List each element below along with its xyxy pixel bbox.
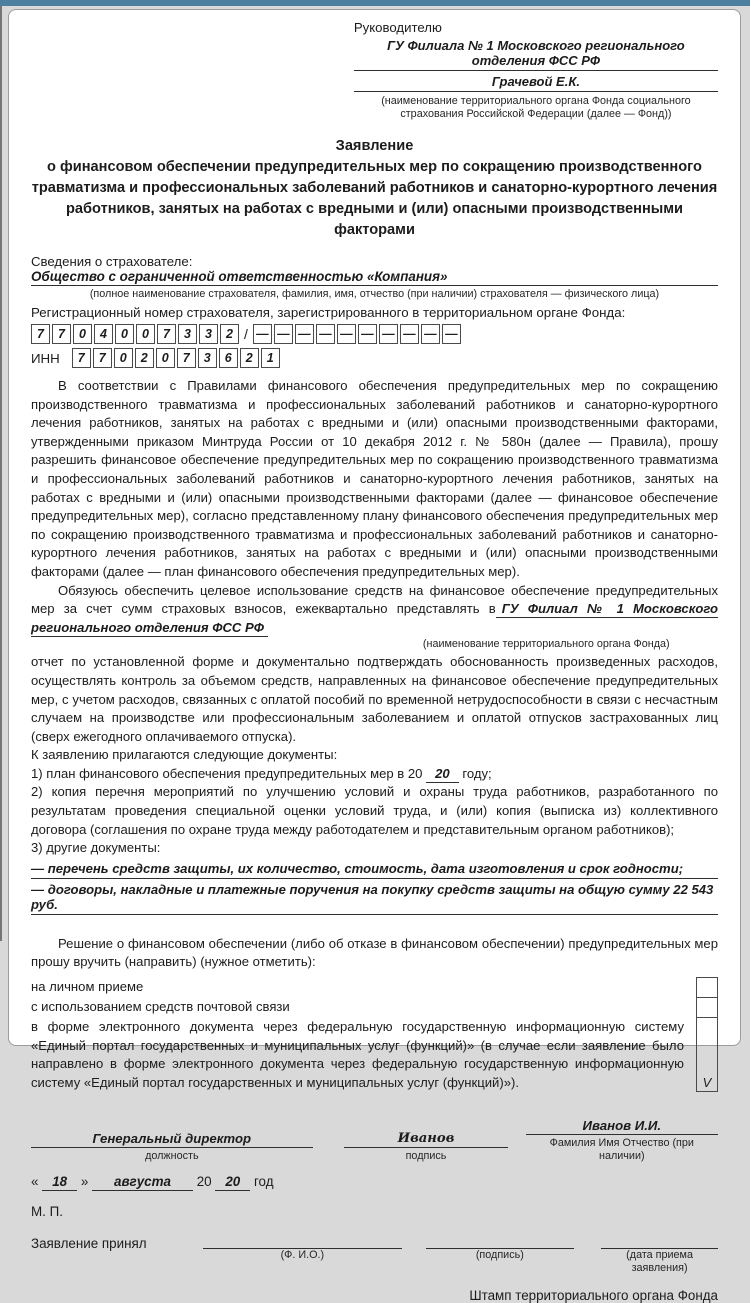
- fund-org-field[interactable]: ГУ Филиал № 1 Московского регионального отделения ФСС РФ: [31, 601, 718, 635]
- document-item-1-pre: 1) план финансового обеспечения предупредительных мер в 20: [31, 765, 423, 781]
- position-field[interactable]: Генеральный директор: [31, 1131, 313, 1148]
- digit-cell[interactable]: 7: [157, 324, 176, 344]
- signature-column: [344, 1131, 509, 1163]
- digit-cell[interactable]: 3: [198, 348, 217, 368]
- inn-label: ИНН: [31, 350, 60, 366]
- insured-section-label: Сведения о страхователе:: [31, 254, 193, 269]
- digit-cell[interactable]: —: [337, 324, 356, 344]
- digit-cell[interactable]: 0: [114, 348, 133, 368]
- registration-suffix-cells[interactable]: [253, 324, 463, 344]
- position-caption: должность: [145, 1150, 199, 1163]
- date-quote-open: «: [31, 1174, 39, 1190]
- digit-cell[interactable]: 6: [219, 348, 238, 368]
- documents-intro: К заявлению прилагаются следующие документы:: [31, 747, 338, 763]
- option-in-person-label: на личном приеме: [31, 979, 144, 995]
- digit-cell[interactable]: 7: [31, 324, 50, 344]
- addressee-person-field[interactable]: Грачевой Е.К.: [354, 73, 718, 92]
- checkbox-electronic[interactable]: V: [702, 1075, 712, 1091]
- addressee-caption: (наименование территориального органа Фонда социального страхования Российской Федерации (далее — Фонд)): [381, 95, 691, 120]
- digit-cell[interactable]: 0: [115, 324, 134, 344]
- date-month-field[interactable]: августа: [92, 1174, 193, 1191]
- digit-cell[interactable]: 2: [240, 348, 259, 368]
- delivery-options: [31, 977, 718, 1092]
- other-document-field-1[interactable]: — перечень средств защиты, их количество, стоимость, дата изготовления и срок годности;: [31, 861, 718, 879]
- registration-number-row: [31, 324, 718, 344]
- digit-cell[interactable]: —: [442, 324, 461, 344]
- document-item-1-post: году;: [462, 765, 492, 781]
- digit-cell[interactable]: —: [316, 324, 335, 344]
- addressee-to-label: Руководителю: [353, 20, 442, 35]
- paragraph-obligation-cont: отчет по установленной форме и документально подтверждать обоснованность произведенных расходов, осуществлять контроль за объемом средств, направленных на финансовое обеспечение предупредительных мер, с учетом расходов, связанных с оплатой пособий по временной нетрудоспособности в связи с несчастным случаем на производстве или профессиональным заболеванием и оплатой отпусков застрахованных лиц (сверх ежегодного оплачиваемого отпуска).: [31, 654, 718, 744]
- digit-cell[interactable]: 1: [261, 348, 280, 368]
- digit-cell[interactable]: 3: [199, 324, 218, 344]
- inn-row: [31, 348, 718, 368]
- registration-number-label: Регистрационный номер страхователя, зарегистрированного в территориальном органе Фонда:: [31, 305, 626, 320]
- accepted-name-column: [203, 1236, 402, 1275]
- accepted-by-row: [31, 1236, 718, 1275]
- document-title-rest: о финансовом обеспечении предупредительных мер по сокращению производственного травматизма и профессиональных заболеваний работников и санаторно-курортного лечения работников, занятых на работах с вредными и (или) опасными производственными факторами: [31, 159, 718, 238]
- checkbox-postal[interactable]: [697, 998, 717, 1018]
- accepted-date-field[interactable]: [601, 1236, 718, 1249]
- inn-cells[interactable]: [72, 348, 282, 368]
- fullname-caption: Фамилия Имя Отчество (при наличии): [549, 1137, 694, 1163]
- option-electronic-label: в форме электронного документа через федеральную государственную информационную систему «Единый портал государственных и муниципальных услуг (функций)» (в случае если заявление было направлено в форме электронного документа через федеральную государственную информационную систему «Единый портал государственных и муниципальных услуг (функций)»).: [31, 1019, 684, 1090]
- addressee-org-field[interactable]: ГУ Филиала № 1 Московского регионального отделения ФСС РФ: [354, 37, 718, 71]
- digit-cell[interactable]: —: [358, 324, 377, 344]
- digit-cell[interactable]: 0: [136, 324, 155, 344]
- digit-cell[interactable]: 2: [220, 324, 239, 344]
- digit-cell[interactable]: 7: [72, 348, 91, 368]
- date-row: [31, 1174, 718, 1189]
- paragraph-rules: В соответствии с Правилами финансового обеспечения предупредительных мер по сокращению производственного травматизма и профессиональных заболеваний работников и санаторно-курортного лечения работников, занятых на работах с вредными и (или) опасными производственными факторами, утвержденными приказом Минтруда России от 10 декабря 2012 г. № 580н (далее — Правила), прошу разрешить финансовое обеспечение предупредительных мер по сокращению производственного травматизма и профессиональных заболеваний работников и санаторно-курортного лечения работников, занятых на работах с вредными и (или) опасными производственными факторами (далее — финансовое обеспечение предупредительных мер), согласно представленному плану финансового обеспечения предупредительных мер по сокращению производственного травматизма и профессиональных заболеваний работников и санаторно-курортного лечения работников, занятых на работах с вредными и (или) опасными производственными факторами (далее — план финансового обеспечения предупредительных мер).: [31, 378, 718, 579]
- accepted-date-column: [601, 1236, 718, 1275]
- digit-cell[interactable]: —: [274, 324, 293, 344]
- decision-intro: Решение о финансовом обеспечении (либо об отказе в финансовом обеспечении) предупредительных мер прошу вручить (направить) (нужное отметить):: [31, 935, 718, 970]
- digit-cell[interactable]: 7: [52, 324, 71, 344]
- accepted-by-label: Заявление принял: [31, 1236, 147, 1252]
- paragraph-obligation-text: Обязуюсь обеспечить целевое использование средств на финансовое обеспечение предупредительных мер за счет сумм страховых взносов, ежеквартально представлять в: [31, 582, 718, 617]
- document-item-3-label: 3) другие документы:: [31, 840, 161, 856]
- document-item-1: [31, 765, 718, 784]
- registration-separator: /: [244, 326, 248, 342]
- digit-cell[interactable]: —: [379, 324, 398, 344]
- accepted-sign-caption: (подпись): [475, 1249, 524, 1262]
- signature-row: [31, 1118, 718, 1163]
- fund-org-caption: (наименование территориального органа Фонда): [422, 638, 670, 651]
- signature-caption: подпись: [405, 1150, 447, 1163]
- date-year-field[interactable]: 20: [215, 1174, 250, 1191]
- position-column: [31, 1131, 313, 1163]
- digit-cell[interactable]: 7: [177, 348, 196, 368]
- delivery-checkbox-column: [696, 977, 718, 1092]
- document-title: [31, 136, 718, 241]
- date-day-field[interactable]: 18: [42, 1174, 77, 1191]
- checkbox-in-person[interactable]: [697, 978, 717, 998]
- digit-cell[interactable]: 3: [178, 324, 197, 344]
- other-document-field-2[interactable]: — договоры, накладные и платежные поручения на покупку средств защиты на общую сумму 22 543 руб.: [31, 882, 718, 915]
- accepted-sign-field[interactable]: [426, 1236, 574, 1249]
- accepted-name-caption: (Ф. И.О.): [280, 1249, 325, 1262]
- fullname-field[interactable]: Иванов И.И.: [526, 1118, 718, 1135]
- digit-cell[interactable]: 4: [94, 324, 113, 344]
- digit-cell[interactable]: —: [295, 324, 314, 344]
- addressee-block: [354, 20, 718, 121]
- fullname-column: [526, 1118, 718, 1163]
- digit-cell[interactable]: 0: [156, 348, 175, 368]
- application-form-page: [8, 9, 741, 1303]
- date-year-prefix: 20: [196, 1174, 212, 1190]
- digit-cell[interactable]: 2: [135, 348, 154, 368]
- digit-cell[interactable]: —: [253, 324, 272, 344]
- accepted-sign-column: [426, 1236, 574, 1275]
- date-year-suffix: год: [253, 1174, 274, 1190]
- accepted-name-field[interactable]: [203, 1236, 402, 1249]
- digit-cell[interactable]: 0: [73, 324, 92, 344]
- digit-cell[interactable]: 7: [93, 348, 112, 368]
- insured-name-caption: (полное наименование страхователя, фамилия, имя, отчество (при наличии) страхователя — физического лица): [89, 288, 660, 300]
- paragraph-obligation: [31, 582, 718, 638]
- top-accent-bar: [0, 0, 750, 6]
- left-window-edge: [0, 6, 2, 941]
- accepted-date-caption: (дата приема заявления): [626, 1249, 693, 1275]
- delivery-option-labels: [31, 977, 684, 1092]
- stamp-place-label: М. П.: [31, 1204, 63, 1220]
- territorial-stamp-note: Штамп территориального органа Фонда: [469, 1288, 718, 1303]
- insured-name-field[interactable]: Общество с ограниченной ответственностью «Компания»: [31, 269, 718, 286]
- document-title-word: Заявление: [335, 138, 414, 154]
- signature-field[interactable]: Иванов: [344, 1131, 509, 1148]
- date-quote-close: »: [80, 1174, 89, 1190]
- year-blank-field[interactable]: 20: [426, 766, 459, 783]
- option-postal-label: с использованием средств почтовой связи: [31, 999, 290, 1015]
- digit-cell[interactable]: —: [421, 324, 440, 344]
- registration-number-cells[interactable]: [31, 324, 241, 344]
- digit-cell[interactable]: —: [400, 324, 419, 344]
- document-item-2: 2) копия перечня мероприятий по улучшению условий и охраны труда работников, разработанного по результатам проведения специальной оценки условий труда, и (или) копия (выписка из) коллективного договора (соглашения по охране труда между работодателем и представительным органом работников);: [31, 784, 718, 837]
